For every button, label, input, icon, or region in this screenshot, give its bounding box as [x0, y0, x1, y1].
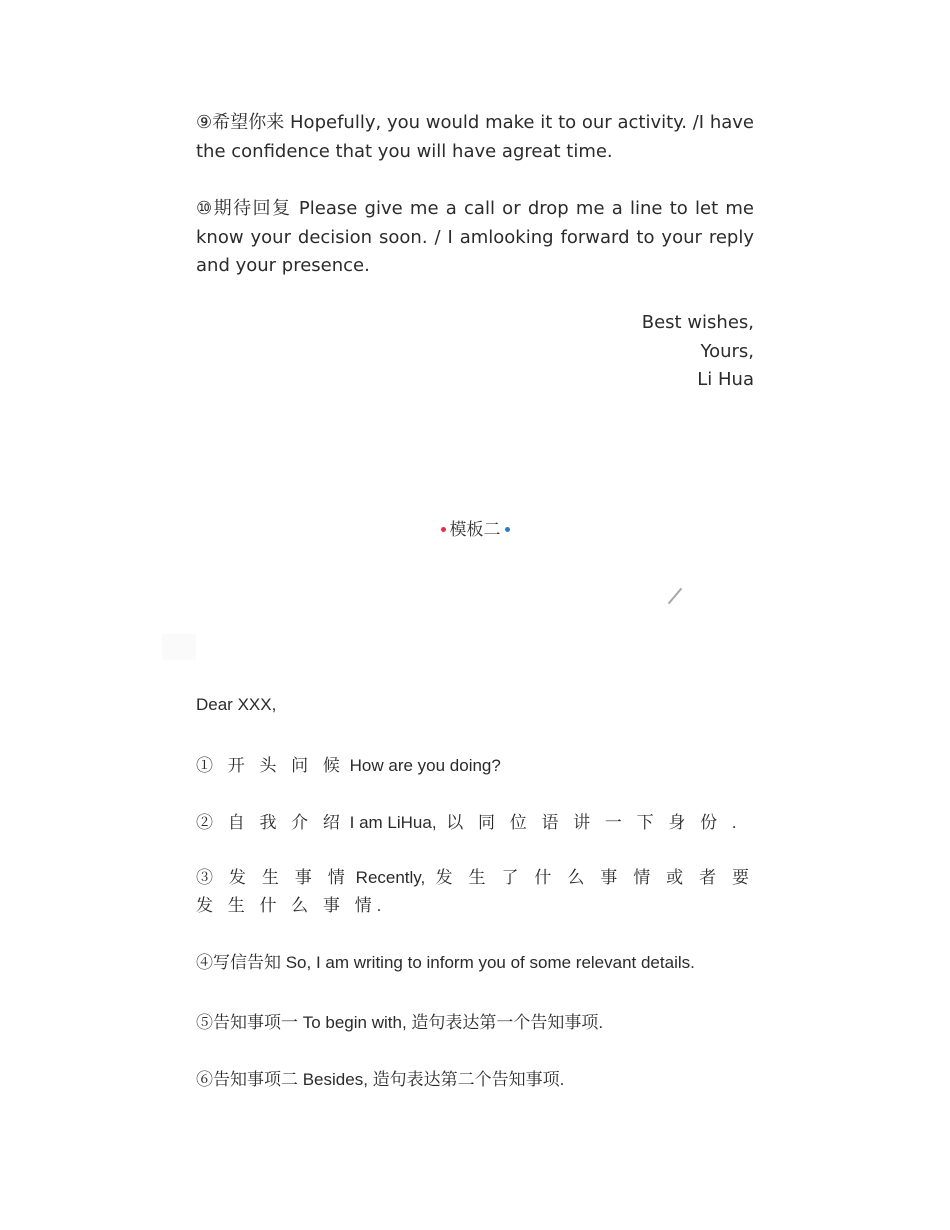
signature-line: Li Hua	[697, 369, 754, 390]
paragraph-1-label: ① 开 头 问 候	[196, 756, 345, 775]
paragraph-5-rest: 造句表达第一个告知事项.	[406, 1013, 604, 1032]
paragraph-4-text: So, I am writing to inform you of some relevant details.	[281, 953, 695, 972]
paragraph-5	[196, 1009, 754, 1037]
yours-line: Yours,	[700, 340, 754, 362]
paragraph-2-text: I am LiHua,	[344, 813, 437, 832]
paragraph-6-rest: 造句表达第二个告知事项.	[367, 1070, 565, 1089]
paragraph-6-label: ⑥告知事项二	[196, 1070, 298, 1089]
paragraph-9: ⑨希望你来 Hopefully, you would make it to our activity. /I have the confidence that you will have agreat time.	[196, 112, 754, 162]
bullet-dot-icon	[505, 527, 510, 532]
paragraph-1	[196, 752, 754, 780]
paragraph-3	[196, 864, 754, 920]
paragraph-4	[196, 949, 754, 977]
paragraph-1-text: How are you doing?	[344, 756, 501, 775]
slash-mark-icon	[668, 588, 682, 605]
paragraph-3-rest: 发 生 了 什 么 事 情 或 者 要 发 生 什 么 事 情.	[196, 868, 754, 915]
greeting: Dear XXX,	[196, 695, 277, 714]
paragraph-5-label: ⑤告知事项一	[196, 1013, 298, 1032]
paragraph-6	[196, 1066, 754, 1094]
paragraph-6-text: Besides,	[298, 1070, 368, 1089]
paragraph-4-label: ④写信告知	[196, 953, 281, 972]
bullet-dot-icon	[441, 527, 446, 532]
letter-signoff	[642, 309, 754, 395]
paragraph-2-label: ② 自 我 介 绍	[196, 813, 345, 832]
paragraph-3-label: ③ 发 生 事 情	[196, 868, 351, 887]
paragraph-2-rest: 以 同 位 语 讲 一 下 身 份 .	[436, 813, 742, 832]
paragraph-10: ⑩期待回复 Please give me a call or drop me a line to let me know your decision soon. / I amlooking forward to your reply and your presence.	[196, 198, 754, 276]
section-title	[0, 518, 950, 542]
paragraph-2	[196, 809, 754, 837]
paragraph-3-text: Recently,	[350, 868, 426, 887]
paragraph-5-text: To begin with,	[298, 1013, 407, 1032]
faint-artifact	[162, 634, 196, 660]
section-title-text: 模板二	[449, 520, 501, 540]
closing-line: Best wishes,	[641, 312, 754, 333]
